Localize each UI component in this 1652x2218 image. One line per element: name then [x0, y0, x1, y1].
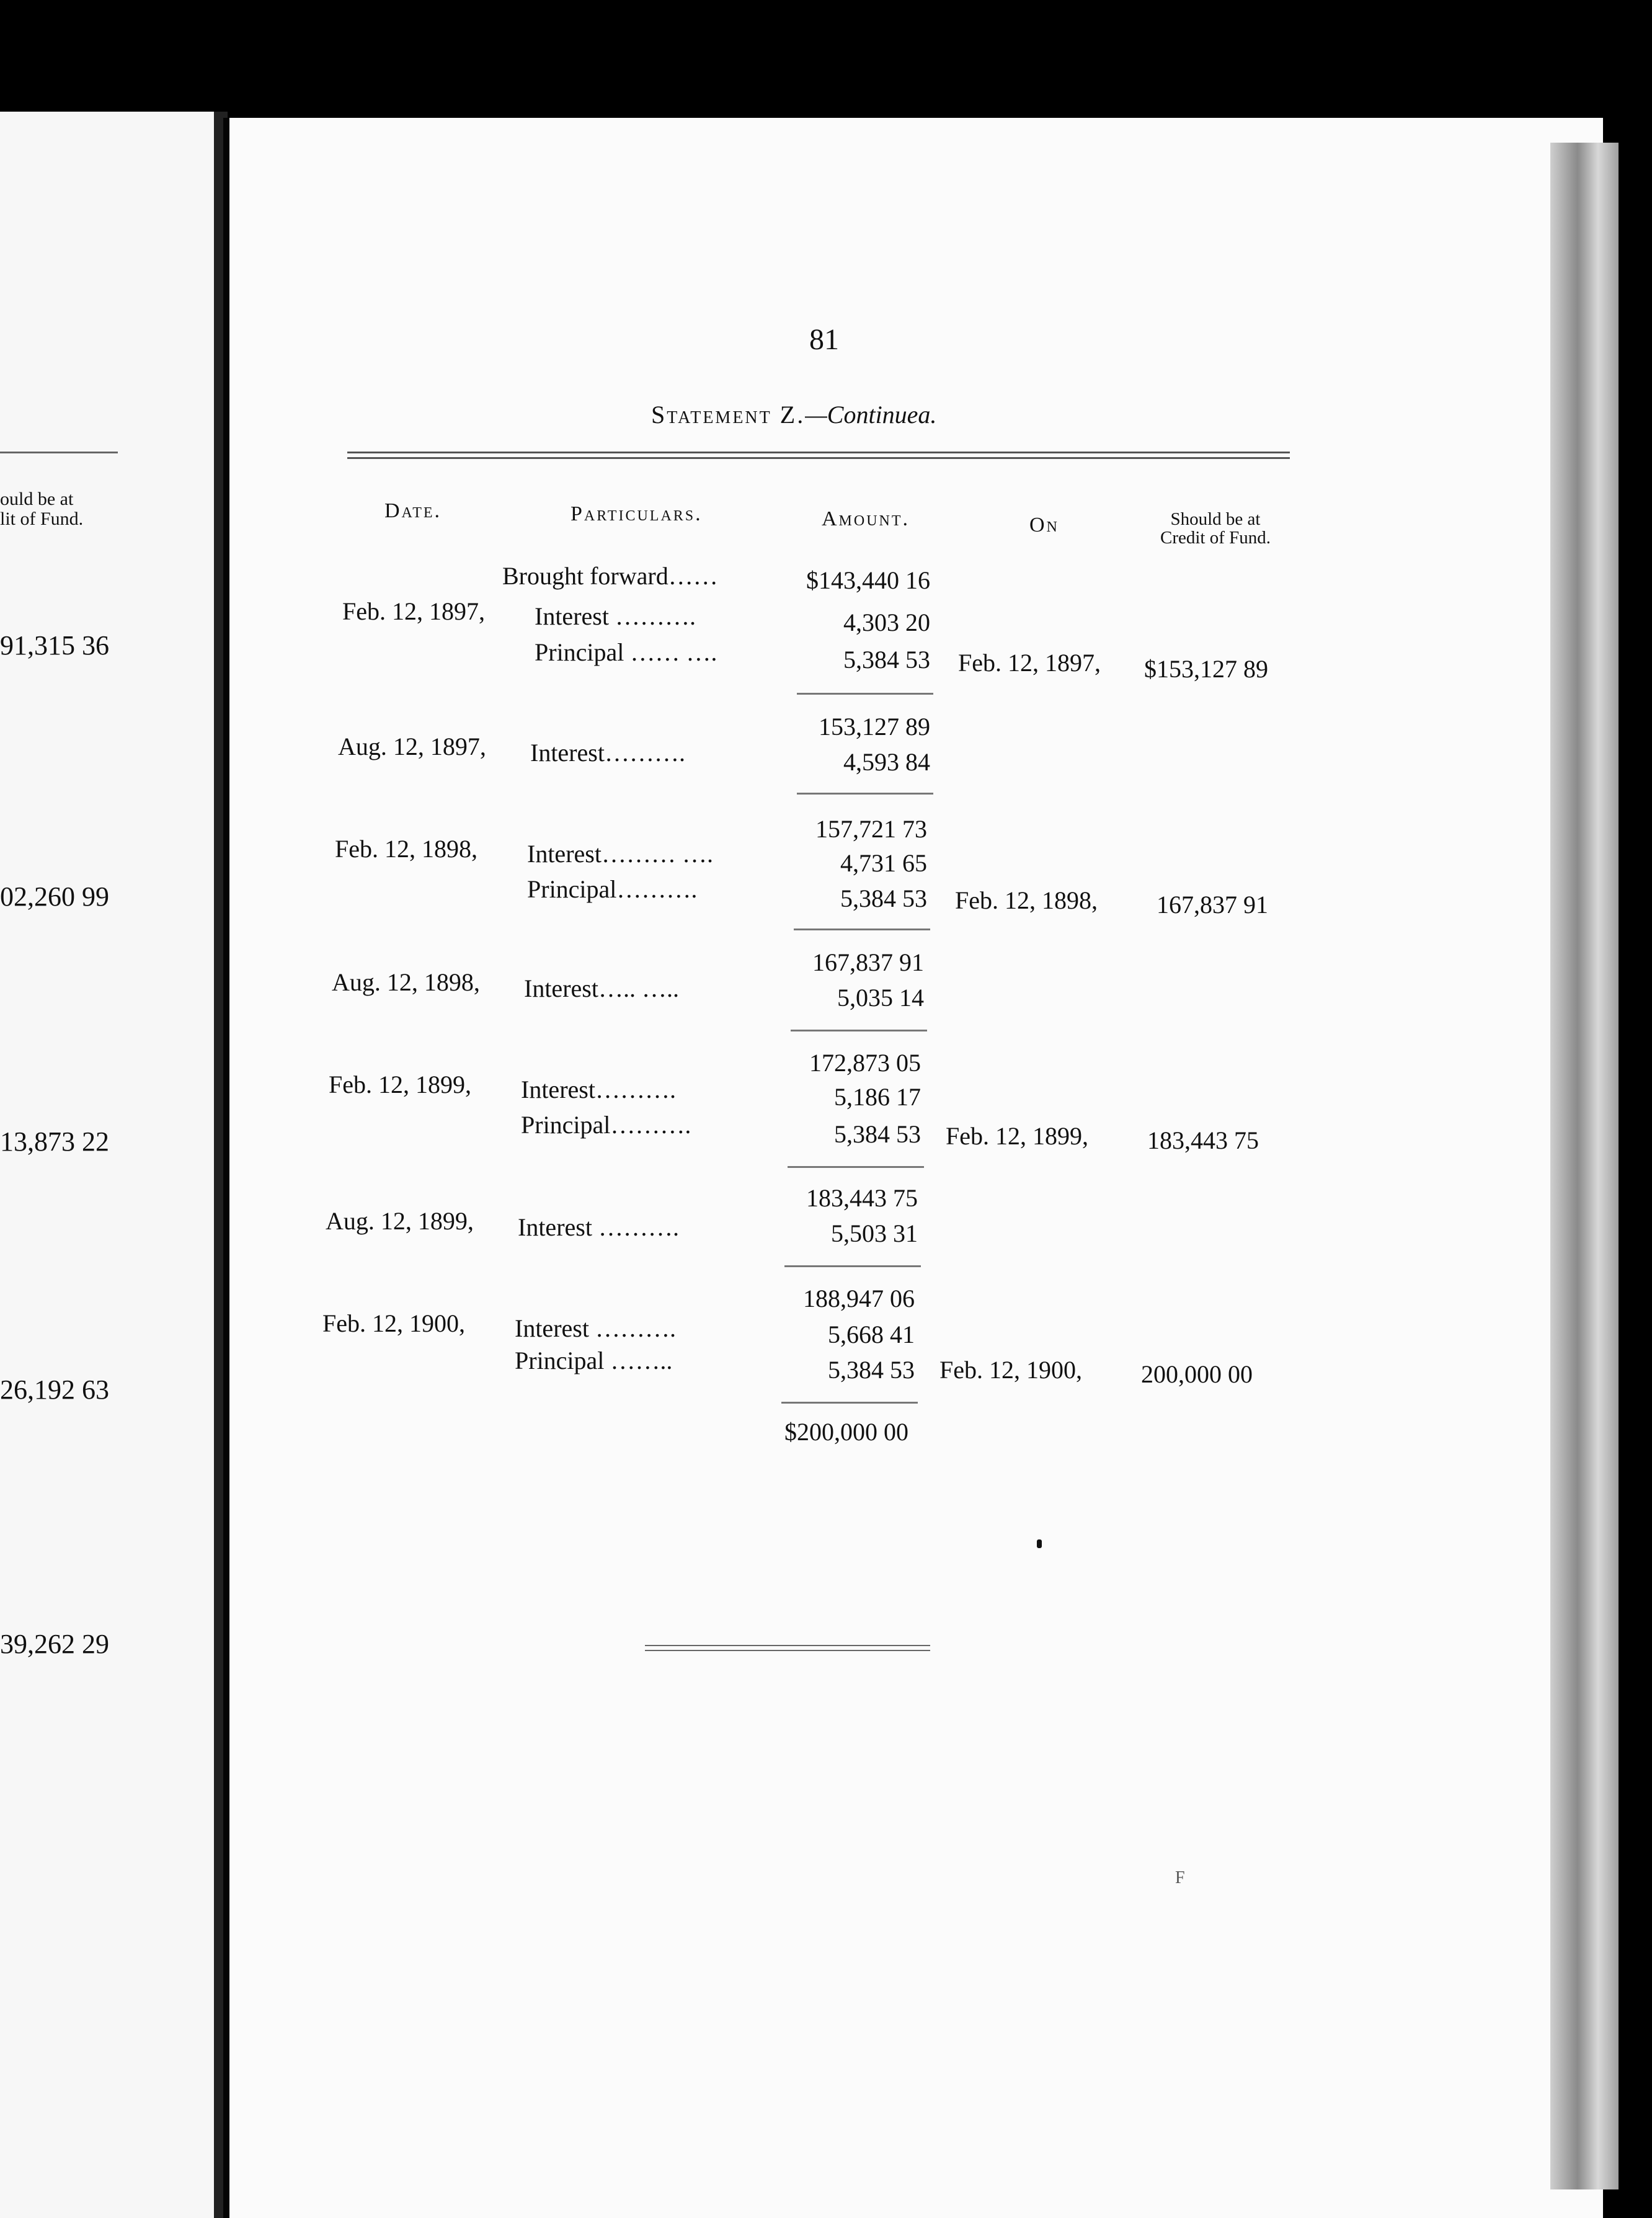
row-date: Feb. 12, 1900,: [322, 1309, 465, 1337]
row-particulars: Brought forward……: [502, 562, 718, 590]
subtotal-rule: [791, 1030, 927, 1031]
statement-title-suffix: —Continuea.: [805, 401, 937, 429]
row-date: Aug. 12, 1897,: [338, 733, 486, 760]
row-particulars: Interest……….: [530, 739, 685, 767]
row-particulars: Interest……….: [521, 1076, 676, 1103]
column-header-date: Date.: [384, 499, 442, 522]
row-amount: 5,384 53: [828, 1356, 915, 1384]
row-particulars: Interest ……….: [515, 1314, 676, 1342]
row-on-date: Feb. 12, 1898,: [955, 886, 1098, 914]
subtotal-rule: [797, 693, 933, 695]
row-particulars: Principal …… ….: [535, 638, 717, 666]
row-amount-total: $200,000 00: [784, 1418, 908, 1446]
row-date: Aug. 12, 1899,: [326, 1207, 474, 1235]
row-particulars: Principal……….: [527, 875, 698, 903]
row-amount: 5,384 53: [834, 1120, 921, 1148]
row-amount: 5,384 53: [840, 884, 927, 912]
row-credit: $153,127 89: [1144, 655, 1268, 683]
row-date: Aug. 12, 1898,: [332, 968, 480, 996]
row-amount: 4,731 65: [840, 849, 927, 877]
end-rule: [645, 1650, 930, 1651]
left-value: 02,260 99: [0, 881, 109, 912]
left-header-line2: lit of Fund.: [0, 509, 84, 529]
left-header-rule: [0, 452, 118, 453]
ink-dot: [1037, 1539, 1042, 1548]
left-page: [0, 112, 226, 2218]
row-amount: 5,503 31: [831, 1219, 918, 1247]
left-value: 13,873 22: [0, 1126, 109, 1157]
row-amount: $143,440 16: [806, 566, 930, 594]
left-value: 39,262 29: [0, 1629, 109, 1659]
row-date: Feb. 12, 1899,: [329, 1071, 471, 1098]
row-amount: 188,947 06: [803, 1285, 915, 1312]
row-particulars: Interest ……….: [535, 602, 696, 630]
subtotal-rule: [794, 929, 930, 930]
statement-title-prefix: Statement Z.: [651, 401, 806, 429]
row-on-date: Feb. 12, 1900,: [939, 1356, 1082, 1384]
row-particulars: Interest ……….: [518, 1213, 679, 1241]
row-particulars: Principal……….: [521, 1111, 691, 1139]
row-amount: 157,721 73: [815, 815, 927, 843]
row-amount: 4,593 84: [843, 748, 930, 776]
row-particulars: Interest….. …..: [524, 974, 679, 1002]
title-double-rule: [347, 452, 1290, 459]
left-value: 91,315 36: [0, 630, 109, 661]
row-amount: 5,384 53: [843, 646, 930, 674]
row-on-date: Feb. 12, 1897,: [958, 649, 1101, 677]
left-value: 26,192 63: [0, 1374, 109, 1405]
row-on-date: Feb. 12, 1899,: [946, 1122, 1088, 1150]
column-header-on: On: [1029, 514, 1059, 537]
page-number: 81: [809, 323, 839, 356]
statement-title: [651, 400, 936, 429]
column-header-amount: Amount.: [822, 507, 910, 530]
row-credit: 183,443 75: [1147, 1126, 1259, 1154]
row-amount: 4,303 20: [843, 608, 930, 636]
row-amount: 183,443 75: [806, 1184, 918, 1212]
row-credit: 200,000 00: [1141, 1360, 1253, 1388]
row-particulars: Interest……… ….: [527, 840, 713, 868]
row-particulars: Principal ……..: [515, 1347, 673, 1374]
subtotal-rule: [788, 1166, 924, 1168]
signature-mark: F: [1175, 1868, 1185, 1887]
column-header-particulars: Particulars.: [571, 502, 703, 525]
row-amount: 5,035 14: [837, 984, 924, 1012]
left-header-line1: ould be at: [0, 489, 74, 509]
subtotal-rule: [797, 793, 933, 795]
subtotal-rule: [781, 1402, 918, 1404]
row-amount: 5,186 17: [834, 1083, 921, 1111]
row-date: Feb. 12, 1897,: [342, 597, 485, 625]
column-header-credit-line1: Should be at: [1170, 509, 1261, 529]
main-page: [223, 118, 1603, 2218]
row-amount: 172,873 05: [809, 1049, 921, 1077]
column-header-credit-line2: Credit of Fund.: [1160, 528, 1271, 548]
row-credit: 167,837 91: [1157, 891, 1268, 919]
page-edge: [1550, 143, 1619, 2189]
end-rule: [645, 1645, 930, 1646]
row-amount: 153,127 89: [819, 713, 930, 741]
row-amount: 5,668 41: [828, 1321, 915, 1348]
subtotal-rule: [784, 1265, 921, 1267]
row-amount: 167,837 91: [812, 948, 924, 976]
row-date: Feb. 12, 1898,: [335, 835, 477, 863]
column-header-credit: [1138, 510, 1293, 547]
